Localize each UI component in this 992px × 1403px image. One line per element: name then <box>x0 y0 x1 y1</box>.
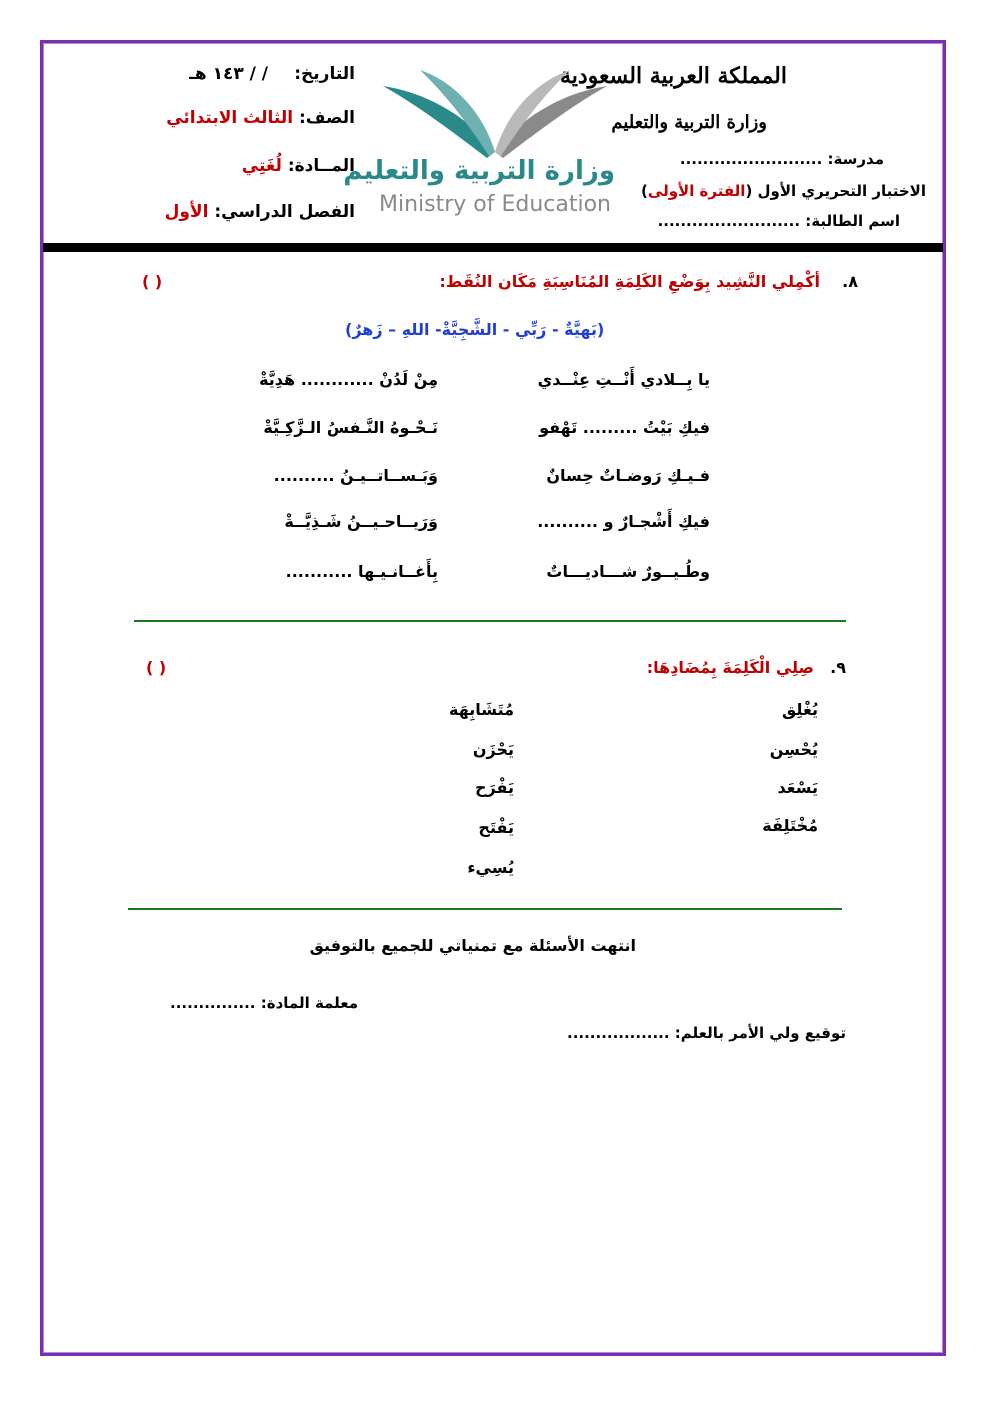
q9-number: ٩. <box>830 658 846 677</box>
section-divider-1 <box>134 620 846 622</box>
q9-right-word-3: يَسْعَد <box>777 778 818 797</box>
subject-line <box>242 156 355 176</box>
poem-line-3-right: فـيـكِ رَوضـاتٌ حِسانٌ <box>546 466 710 485</box>
poem-line-1-left: مِنْ لَدُنْ ............ هَدِيَّةْ <box>259 370 438 389</box>
poem-line-4-left: وَرَيــاحـيــنُ شَـذِيَّــةْ <box>284 512 438 531</box>
date-label: التاريخ: <box>294 64 355 84</box>
q9-left-word-5: يُسِيء <box>467 858 514 877</box>
q9-left-word-1: مُتَشَابِهَة <box>449 700 514 719</box>
poem-line-3-left: وَبَـســاتــيـنُ .......... <box>273 466 438 485</box>
term-line <box>165 202 355 222</box>
exam-suffix: ) <box>641 182 648 200</box>
logo-arabic-text: وزارة التربية والتعليم <box>343 156 615 186</box>
exam-title <box>641 182 926 200</box>
page-border <box>40 40 946 1356</box>
section-divider-2 <box>128 908 842 910</box>
guardian-signature: توقيع ولي الأمر بالعلم: .................. <box>567 1024 846 1042</box>
closing-message: انتهت الأسئلة مع تمنياتي للجميع بالتوفيق <box>309 936 636 955</box>
subject-value: لُغَتِي <box>241 156 282 176</box>
q8-word-bank: (بَهيَّةٌ - رَبِّي - الشَّجِيَّةْ- اللهِ – زَهرٌ) <box>345 320 605 339</box>
poem-line-4-right: فيكِ أَشْجـارٌ و .......... <box>537 512 710 531</box>
ministry-title: وزارة التربية والتعليم <box>611 112 767 133</box>
exam-period: الفترة الأولى <box>647 182 746 200</box>
kingdom-title: المملكة العربية السعودية <box>559 63 787 89</box>
logo-english-text: Ministry of Education <box>378 192 612 217</box>
term-value: الأول <box>164 202 209 222</box>
poem-line-2-left: نَـحْـوهُ النَّـفسُ الـزَّكِـيَّةْ <box>263 418 438 437</box>
grade-value: الثالث الابتدائي <box>166 108 294 128</box>
q9-right-word-2: يُحْسِن <box>769 740 818 759</box>
q9-right-word-1: يُغْلِق <box>782 700 818 719</box>
header-divider <box>43 243 943 252</box>
student-name-field: اسم الطالبة: ......................... <box>657 212 900 230</box>
grade-line <box>166 108 355 128</box>
grade-label: الصف: <box>298 108 355 128</box>
teacher-signature: معلمة المادة: ............... <box>170 994 358 1012</box>
exam-prefix: الاختبار التحريري الأول ( <box>745 182 926 200</box>
q9-left-word-4: يَفْتَح <box>478 818 514 837</box>
q9-left-word-3: يَفْرَح <box>474 778 514 797</box>
q9-score: ( ) <box>146 658 167 677</box>
q8-score: ( ) <box>142 272 163 291</box>
q9-right-word-4: مُخْتَلِفَة <box>762 816 818 835</box>
poem-line-5-right: وطُـيــورٌ شـــاديـــاتٌ <box>546 562 710 581</box>
poem-line-1-right: يا بِــلادي أَنْــتِ عِنْــدي <box>537 370 710 389</box>
poem-line-2-right: فيكِ بَيْتُ ......... تَهْفو <box>539 418 710 437</box>
q9-left-word-2: يَحْزَن <box>472 740 514 759</box>
q9-title: صِلِي الْكَلِمَةَ بِمُضَادِهَا: <box>646 658 814 677</box>
term-label: الفصل الدراسي: <box>214 202 355 222</box>
q8-title: أكْمِلي النَّشِيد بِوَضْعِ الكَلِمَةِ المُنَاسِبَةِ مَكَان النُقَط: <box>439 272 820 291</box>
q8-number: ٨. <box>842 272 858 291</box>
date-value: / / ١٤٣ هـ <box>189 64 268 84</box>
subject-label: المــادة: <box>287 156 355 176</box>
school-field: مدرسة: ......................... <box>679 150 884 168</box>
ministry-logo <box>343 64 615 224</box>
poem-line-5-left: بِأَغــانـيـها ........... <box>285 562 438 581</box>
